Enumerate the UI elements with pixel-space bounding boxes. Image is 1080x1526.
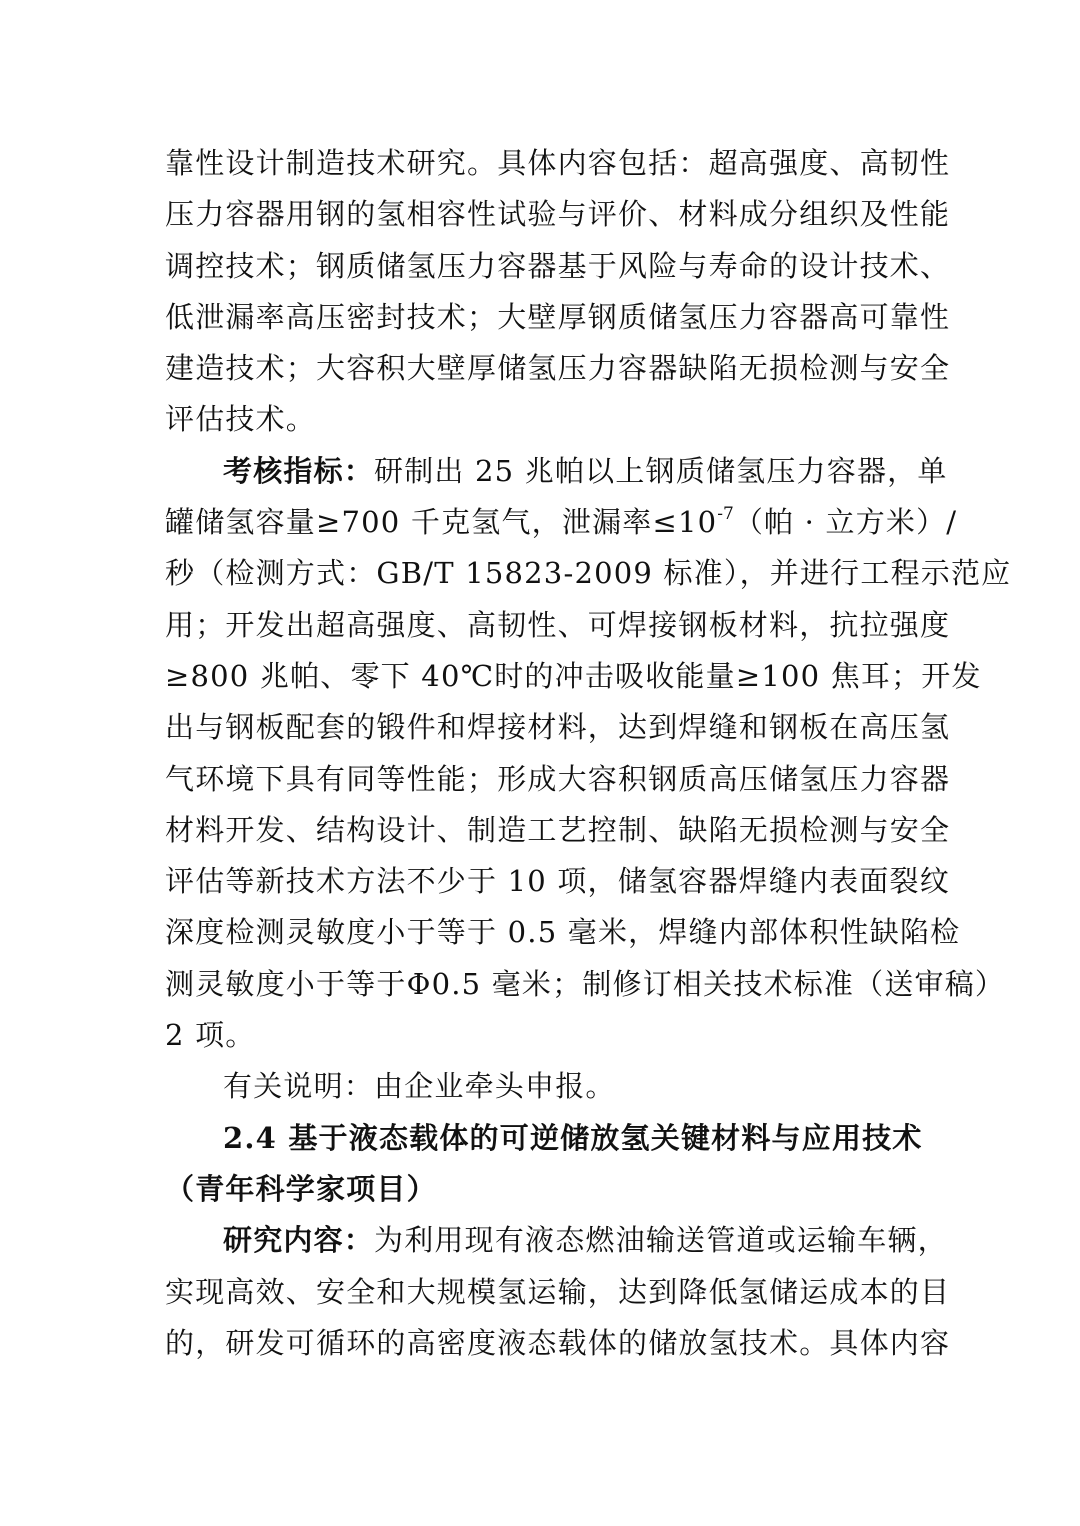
- text-line: ≥800 兆帕、零下 40℃时的冲击吸收能量≥100 焦耳；开发: [165, 658, 982, 693]
- text-run: 研制出 25 兆帕以上钢质储氢压力容器，单: [374, 453, 948, 488]
- text-line: 的，研发可循环的高密度液态载体的储放氢技术。具体内容: [165, 1325, 951, 1360]
- text-line: 建造技术；大容积大壁厚储氢压力容器缺陷无损检测与安全: [165, 351, 951, 386]
- text-line: [165, 446, 948, 497]
- indicator-label: 考核指标：: [223, 453, 375, 488]
- text-line: 用；开发出超高强度、高韧性、可焊接钢板材料，抗拉强度: [165, 607, 951, 642]
- text-line: 材料开发、结构设计、制造工艺控制、缺陷无损检测与安全: [165, 812, 951, 847]
- section-heading-cont: （青年科学家项目）: [165, 1171, 437, 1206]
- text-line: 深度检测灵敏度小于等于 0.5 毫米，焊缝内部体积性缺陷检: [165, 915, 961, 950]
- text-line: 秒（检测方式：GB/T 15823-2009 标准），并进行工程示范应: [165, 556, 1012, 591]
- text-line: [165, 1215, 948, 1266]
- text-line: 气环境下具有同等性能；形成大容积钢质高压储氢压力容器: [165, 761, 951, 796]
- text-line: 出与钢板配套的锻件和焊接材料，达到焊缝和钢板在高压氢: [165, 710, 951, 745]
- note-line: 有关说明：由企业牵头申报。: [223, 1069, 616, 1104]
- section-heading: 2.4 基于液态载体的可逆储放氢关键材料与应用技术: [223, 1120, 923, 1155]
- text-line: 靠性设计制造技术研究。具体内容包括：超高强度、高韧性: [165, 146, 951, 180]
- text-line: 实现高效、安全和大规模氢运输，达到降低氢储运成本的目: [165, 1274, 951, 1309]
- text-line: 压力容器用钢的氢相容性试验与评价、材料成分组织及性能: [165, 197, 951, 232]
- text-run: 罐储氢容量≥700 千克氢气，泄漏率≤10: [165, 505, 718, 540]
- text-line: 评估技术。: [165, 402, 317, 437]
- text-line: 低泄漏率高压密封技术；大壁厚钢质储氢压力容器高可靠性: [165, 299, 951, 334]
- text-run: （帕 · 立方米）/: [733, 505, 958, 540]
- text-line: 2 项。: [165, 1018, 256, 1053]
- text-run: 为利用现有液态燃油输送管道或运输车辆，: [374, 1223, 948, 1258]
- text-line: [165, 497, 958, 548]
- exponent: -7: [717, 504, 734, 525]
- text-line: 测灵敏度小于等于Φ0.5 毫米；制修订相关技术标准（送审稿）: [165, 966, 1006, 1001]
- research-label: 研究内容：: [223, 1223, 375, 1258]
- text-line: 评估等新技术方法不少于 10 项，储氢容器焊缝内表面裂纹: [165, 864, 950, 899]
- text-line: 调控技术；钢质储氢压力容器基于风险与寿命的设计技术、: [165, 248, 951, 283]
- document-body: [165, 138, 1012, 1369]
